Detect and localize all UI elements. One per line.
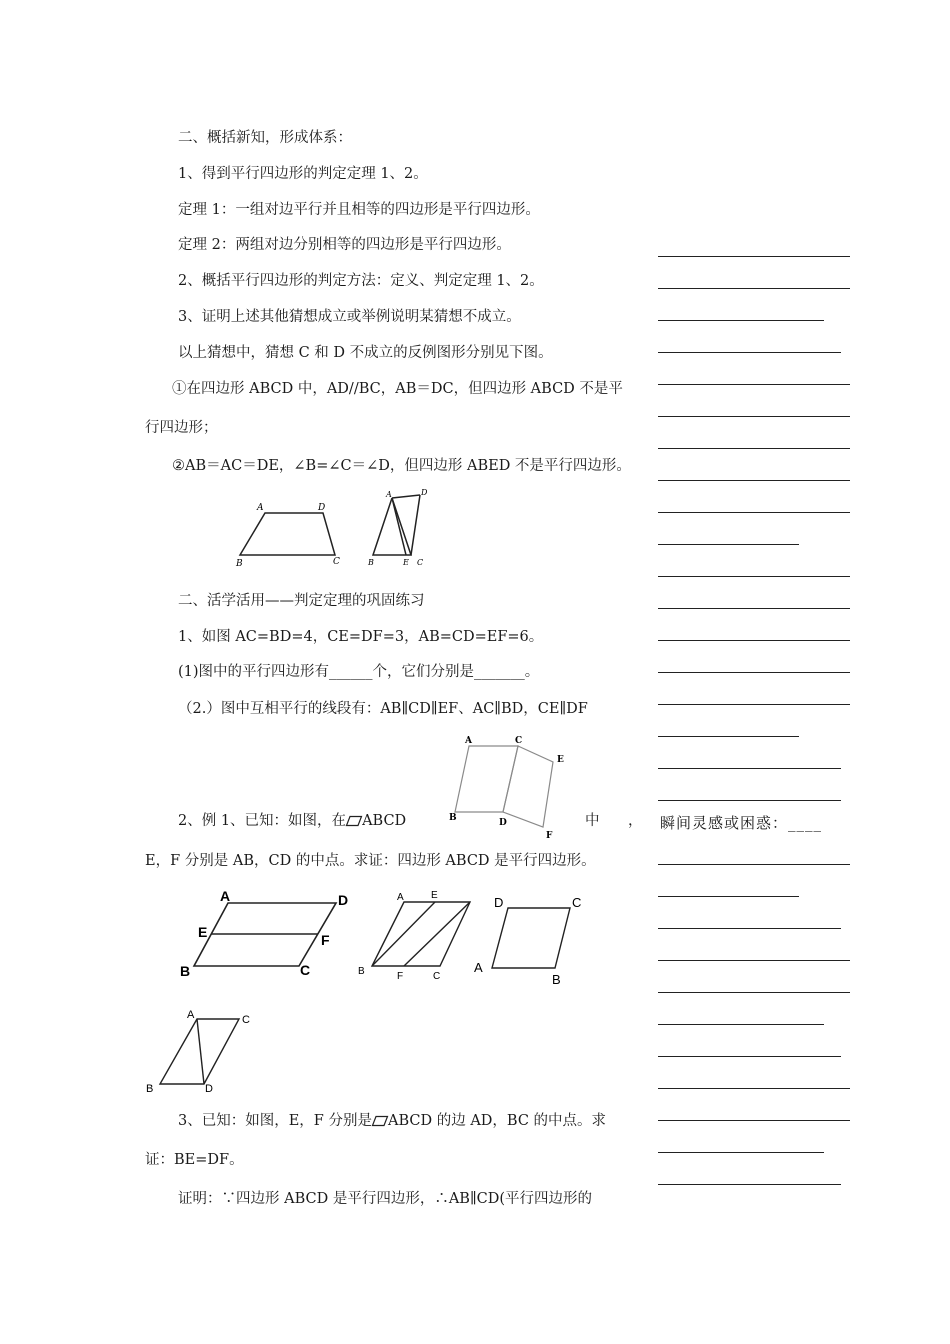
tri-label-d: D bbox=[421, 488, 428, 497]
f1-label-f: F bbox=[321, 932, 330, 948]
note-line bbox=[658, 1184, 841, 1185]
counterexample-note: 以上猜想中，猜想 C 和 D 不成立的反例图形分别见下图。 bbox=[178, 345, 553, 361]
q1-label-e: E bbox=[557, 755, 564, 765]
item1-text: 1、得到平行四边形的判定定理 1、2。 bbox=[178, 166, 428, 182]
note-line bbox=[658, 448, 850, 449]
tri-label-a: A bbox=[386, 490, 392, 499]
note-line bbox=[658, 1152, 824, 1153]
note-line bbox=[658, 704, 850, 705]
case1-line1: ①在四边形 ABCD 中，AD//BC，AB＝DC，但四边形 ABCD 不是平 bbox=[172, 381, 623, 397]
q1-label-c: C bbox=[515, 736, 523, 746]
proof-text: 证明：∵四边形 ABCD 是平行四边形，∴AB∥CD(平行四边形的 bbox=[178, 1191, 593, 1207]
note-line bbox=[658, 288, 850, 289]
q2-figure-4 bbox=[142, 1006, 272, 1096]
q2-abcd: ABCD bbox=[362, 813, 407, 829]
section2-heading: 二、活学活用——判定定理的巩固练习 bbox=[178, 593, 425, 609]
theorem1-text: 定理 1：一组对边平行并且相等的四边形是平行四边形。 bbox=[178, 202, 540, 218]
f2-label-e: E bbox=[431, 890, 438, 901]
f3-label-d: D bbox=[494, 895, 504, 910]
note-line bbox=[658, 480, 850, 481]
note-line bbox=[658, 416, 850, 417]
q1-label-f: F bbox=[546, 831, 553, 841]
tri-label-b: B bbox=[368, 558, 374, 567]
note-line bbox=[658, 352, 841, 353]
q1-figure bbox=[448, 732, 578, 842]
triangle-counterexample-figure bbox=[365, 485, 440, 575]
trap-label-d: D bbox=[318, 503, 326, 513]
item2-text: 2、概括平行四边形的判定方法：定义、判定定理 1、2。 bbox=[178, 273, 544, 289]
q1-part1: (1)图中的平行四边形有______个，它们分别是_______。 bbox=[178, 664, 540, 680]
note-line bbox=[658, 1088, 850, 1089]
note-line bbox=[658, 768, 841, 769]
f4-label-b: B bbox=[146, 1083, 154, 1095]
q2-comma: ， bbox=[628, 813, 643, 829]
note-line bbox=[658, 864, 850, 865]
note-line bbox=[658, 256, 850, 257]
q2-mid: 中 bbox=[585, 813, 600, 829]
note-line bbox=[658, 1024, 824, 1025]
q2-figure-3 bbox=[470, 888, 600, 988]
note-line bbox=[658, 800, 841, 801]
f4-label-d: D bbox=[205, 1083, 213, 1095]
inspiration-label: 瞬间灵感或困惑：____ bbox=[660, 814, 823, 832]
note-line bbox=[658, 960, 850, 961]
item3-text: 3、证明上述其他猜想成立或举例说明某猜想不成立。 bbox=[178, 309, 521, 325]
note-line bbox=[658, 544, 799, 545]
q1-label-a: A bbox=[465, 736, 472, 746]
q2-figure-2 bbox=[352, 886, 482, 986]
f1-label-e: E bbox=[198, 924, 208, 940]
f3-label-c: C bbox=[572, 895, 582, 910]
note-line bbox=[658, 736, 799, 737]
theorem2-text: 定理 2：两组对边分别相等的四边形是平行四边形。 bbox=[178, 237, 511, 253]
trap-label-c: C bbox=[333, 557, 340, 567]
note-line bbox=[658, 672, 850, 673]
q2-prefix: 2、例 1、已知：如图，在 bbox=[178, 813, 347, 829]
q2-figure-1 bbox=[176, 886, 366, 986]
parallelogram-symbol-icon bbox=[346, 816, 362, 826]
note-line bbox=[658, 512, 850, 513]
f2-label-f: F bbox=[397, 971, 404, 982]
tri-label-e: E bbox=[403, 558, 409, 567]
f2-label-c: C bbox=[433, 971, 441, 982]
q2-line1 bbox=[178, 811, 406, 831]
note-line bbox=[658, 928, 841, 929]
q1-label-d: D bbox=[499, 818, 507, 828]
note-line bbox=[658, 896, 799, 897]
q1-label-b: B bbox=[449, 813, 457, 823]
f4-label-c: C bbox=[242, 1014, 250, 1026]
f4-label-a: A bbox=[187, 1009, 195, 1021]
q3-rest: ABCD 的边 AD，BC 的中点。求 bbox=[387, 1113, 607, 1129]
f3-label-a: A bbox=[474, 960, 483, 975]
f1-label-d: D bbox=[338, 892, 349, 908]
note-line bbox=[658, 384, 850, 385]
case2-text: ②AB＝AC＝DE，∠B=∠C＝∠D，但四边形 ABED 不是平行四边形。 bbox=[172, 458, 631, 474]
f2-label-a: A bbox=[397, 892, 404, 903]
q3-prefix: 3、已知：如图，E，F 分别是 bbox=[178, 1113, 372, 1129]
note-line bbox=[658, 320, 824, 321]
note-line bbox=[658, 1120, 850, 1121]
q1-part2: （2.）图中互相平行的线段有：AB∥CD∥EF、AC∥BD，CE∥DF bbox=[178, 701, 588, 717]
f1-label-b: B bbox=[180, 963, 191, 979]
trap-label-b: B bbox=[236, 559, 243, 569]
note-line bbox=[658, 576, 850, 577]
q3-line2: 证：BE=DF。 bbox=[145, 1152, 244, 1168]
f1-label-c: C bbox=[300, 962, 311, 978]
q1-text: 1、如图 AC=BD=4，CE=DF=3，AB=CD=EF=6。 bbox=[178, 629, 544, 645]
section1-heading: 二、概括新知，形成体系： bbox=[178, 130, 352, 146]
note-line bbox=[658, 992, 850, 993]
f2-label-b: B bbox=[358, 966, 365, 977]
trap-label-a: A bbox=[257, 503, 264, 513]
q2-line2: E，F 分别是 AB，CD 的中点。求证：四边形 ABCD 是平行四边形。 bbox=[145, 853, 596, 869]
tri-label-c: C bbox=[417, 558, 424, 567]
f3-label-b: B bbox=[552, 972, 561, 987]
note-line bbox=[658, 608, 850, 609]
f1-label-a: A bbox=[220, 888, 231, 904]
note-line bbox=[658, 1056, 841, 1057]
q3-line1 bbox=[178, 1111, 606, 1131]
trapezoid-figure bbox=[230, 500, 350, 575]
note-line bbox=[658, 640, 850, 641]
parallelogram-symbol-icon bbox=[372, 1116, 388, 1126]
case1-line2: 行四边形； bbox=[145, 420, 218, 436]
